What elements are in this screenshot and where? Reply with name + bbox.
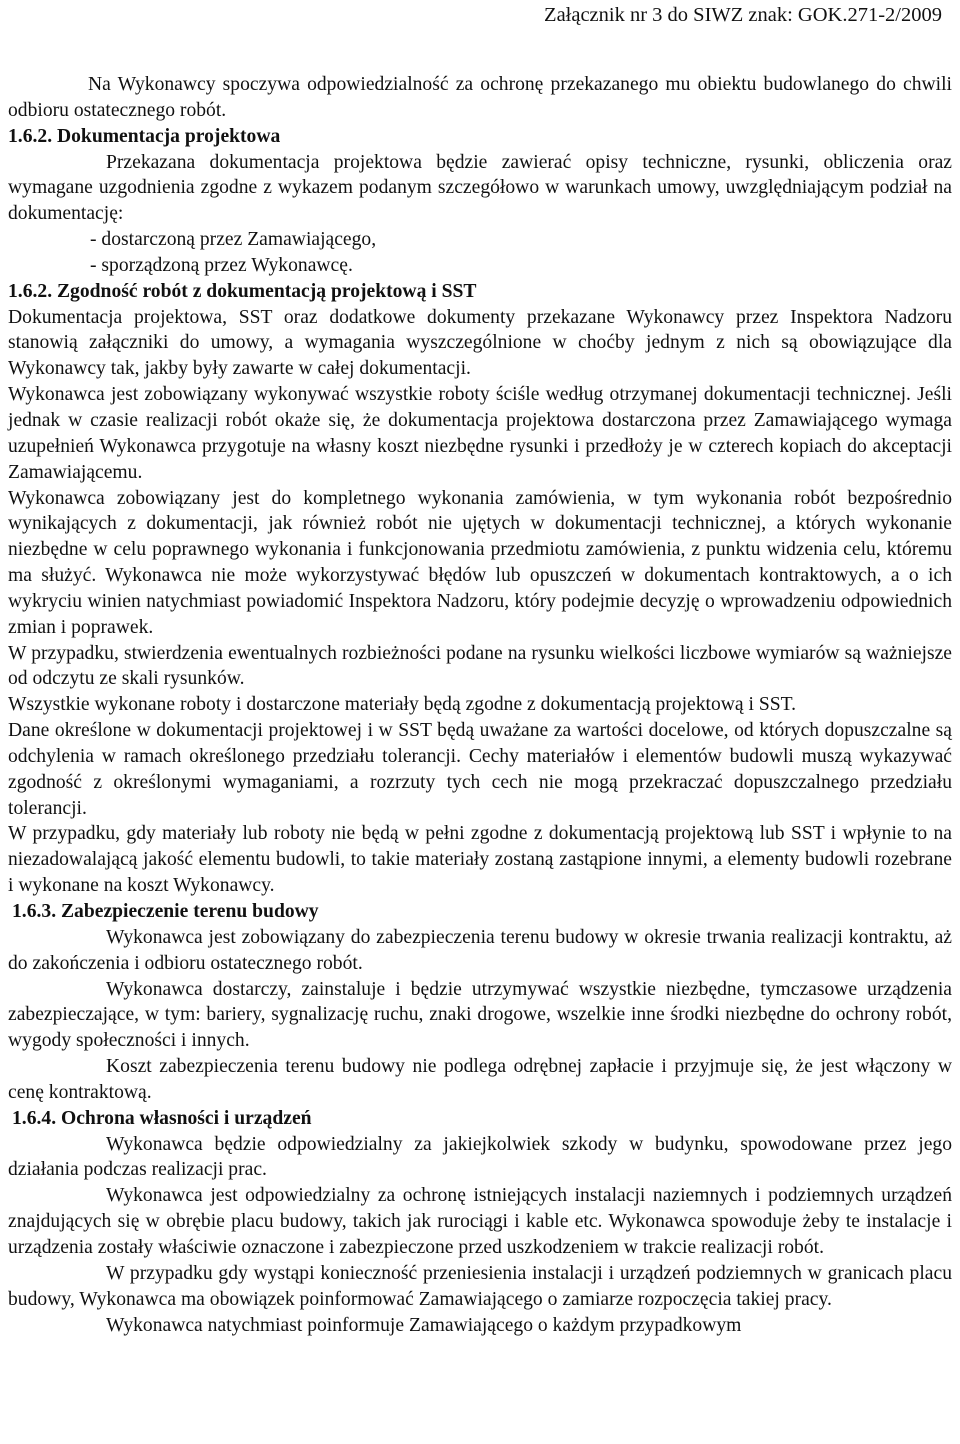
zgodnosc-paragraph-4: W przypadku, stwierdzenia ewentualnych rozbieżności podane na rysunku wielkości liczbowe wymiarów są ważniejsze od odczytu ze skali rysunków.: [8, 642, 952, 690]
section-title-zabezpieczenie: 1.6.3. Zabezpieczenie terenu budowy: [12, 901, 319, 922]
zgodnosc-paragraph-7: W przypadku, gdy materiały lub roboty nie będą w pełni zgodne z dokumentacją projektową lub SST i wpłynie to na niezadowalającą jakość elementu budowli, to takie materiały zostaną zastąpione innymi, a elementy budowli rozebrane i wykonane na koszt Wykonawcy.: [8, 823, 952, 897]
section-title-ochrona: 1.6.4. Ochrona własności i urządzeń: [12, 1107, 312, 1129]
zgodnosc-paragraph-1: Dokumentacja projektowa, SST oraz dodatkowe dokumenty przekazane Wykonawcy przez Inspektora Nadzoru stanowią załączniki do umowy, a wymagania wyszczególnione w choćby jednym z nich są obowiązujące dla Wykonawcy tak, jakby były zawarte w całej dokumentacji.: [8, 306, 952, 380]
zabezpieczenie-paragraph-3: Koszt zabezpieczenia terenu budowy nie podlega odrębnej zapłacie i przyjmuje się, że jest włączony w cenę kontraktową.: [8, 1056, 952, 1103]
ochrona-paragraph-1: Wykonawca będzie odpowiedzialny za jakiejkolwiek szkody w budynku, spowodowane przez jego działania podczas realizacji prac.: [8, 1133, 952, 1181]
zgodnosc-paragraph-2: Wykonawca jest zobowiązany wykonywać wszystkie roboty ściśle według otrzymanej dokumentacji technicznej. Jeśli jednak w czasie realizacji robót okaże się, że dokumentacja projektowa dostarczona przez Zamawiającego wymaga uzupełnień Wykonawca przygotuje na własny koszt niezbędne rysunki i przedłoży je w czterech kopiach do akceptacji Zamawiającemu.: [8, 384, 952, 483]
dokumentacja-paragraph: Przekazana dokumentacja projektowa będzie zawierać opisy techniczne, rysunki, obliczenia oraz wymagane uzgodnienia zgodne z wykazem podanym szczegółowo w warunkach umowy, uwzględniającym podział na dokumentację:: [8, 151, 952, 225]
list-item: - sporządzoną przez Wykonawcę.: [90, 254, 353, 276]
page-header: Załącznik nr 3 do SIWZ znak: GOK.271-2/2009: [544, 4, 942, 26]
ochrona-paragraph-4: Wykonawca natychmiast poinformuje Zamawiającego o każdym przypadkowym: [106, 1314, 742, 1336]
list-item: - dostarczoną przez Zamawiającego,: [90, 229, 377, 251]
zgodnosc-paragraph-5: Wszystkie wykonane roboty i dostarczone materiały będą zgodne z dokumentacją projektową i SST.: [8, 694, 797, 716]
zgodnosc-paragraph-6: Dane określone w dokumentacji projektowej i w SST będą uważane za wartości docelowe, od których dopuszczalne są odchylenia w ramach określonego przedziału tolerancji. Cechy materiałów i elementów budowli muszą wykazywać zgodność z określonymi wymaganiami, a rozrzuty tych cech nie mogą przekraczać dopuszczalnego przedziału tolerancji.: [8, 720, 952, 819]
zgodnosc-paragraph-3: Wykonawca zobowiązany jest do kompletnego wykonania zamówienia, w tym wykonania robót bezpośrednio wynikających z dokumentacji, jak również robót nie ujętych w dokumentacji technicznej, a których wykonanie niezbędne w celu poprawnego wykonania i funkcjonowania przedmiotu zamówienia, z punktu widzenia celu, któremu ma służyć. Wykonawca nie może wykorzystywać błędów lub opuszczeń w dokumentach kontraktowych, a o ich wykryciu winien natychmiast powiadomić Inspektora Nadzoru, który podejmie decyzję o wprowadzeniu odpowiednich zmian i poprawek.: [8, 487, 952, 638]
zabezpieczenie-paragraph-1: Wykonawca jest zobowiązany do zabezpieczenia terenu budowy w okresie trwania realizacji kontraktu, aż do zakończenia i odbioru ostatecznego robót.: [8, 926, 952, 974]
intro-paragraph: Na Wykonawcy spoczywa odpowiedzialność za ochronę przekazanego mu obiektu budowlanego do chwili odbioru ostatecznego robót.: [8, 74, 952, 121]
document-body: [0, 72, 960, 1338]
ochrona-paragraph-2: Wykonawca jest odpowiedzialny za ochronę istniejących instalacji naziemnych i podziemnych urządzeń znajdujących się w obrębie placu budowy, takich jak rurociągi i kable etc. Wykonawca spowoduje żeby te instalacje i urządzenia zostały właściwie oznaczone i zabezpieczone przed uszkodzeniem w trakcie realizacji robót.: [8, 1185, 952, 1258]
zabezpieczenie-paragraph-2: Wykonawca dostarczy, zainstaluje i będzie utrzymywać wszystkie niezbędne, tymczasowe urządzenia zabezpieczające, w tym: bariery, sygnalizację ruchu, znaki drogowe, wszelkie inne środki niezbędne do ochrony robót, wygody społeczności i innych.: [8, 978, 952, 1052]
section-title-dokumentacja: 1.6.2. Dokumentacja projektowa: [8, 125, 281, 147]
ochrona-paragraph-3: W przypadku gdy wystąpi konieczność przeniesienia instalacji i urządzeń podziemnych w granicach placu budowy, Wykonawca ma obowiązek poinformować Zamawiającego o zamiarze rozpoczęcia takiej pracy.: [8, 1262, 952, 1310]
section-title-zgodnosc: 1.6.2. Zgodność robót z dokumentacją projektową i SST: [8, 280, 477, 302]
